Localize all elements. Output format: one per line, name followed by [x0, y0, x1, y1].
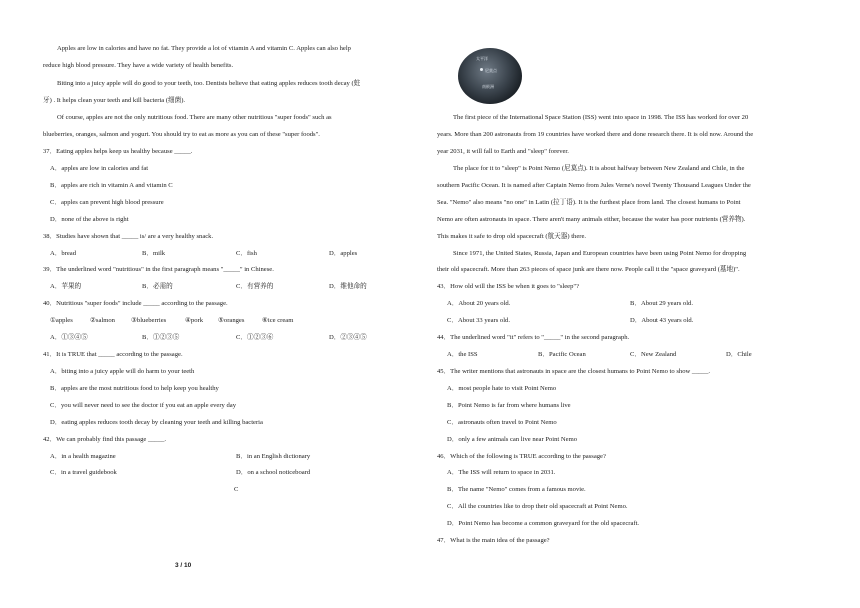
- passage-c-paragraph-3-line-2: their old spacecraft. More than 263 pieces of space junk are there now. People call it the "space graveyard (墓地)".: [437, 266, 740, 273]
- question-41-stem: 41．It is TRUE that _____ according to the passage.: [43, 351, 183, 358]
- question-41-option-d: D．eating apples reduces tooth decay by cleaning your teeth and killing bacteria: [50, 419, 263, 426]
- passage-c-paragraph-2-line-5: This makes it safe to drop old spacecraft (航天器) there.: [437, 233, 587, 240]
- question-42-option-d: D．on a school noticeboard: [236, 469, 311, 476]
- globe-label-antarctica: 南极洲: [482, 84, 494, 89]
- point-nemo-marker-icon: [480, 68, 483, 71]
- question-43-option-b: B．About 29 years old.: [630, 300, 694, 307]
- question-40-item-1: ①apples: [50, 317, 73, 324]
- question-40-item-5: ⑤oranges: [218, 317, 245, 324]
- question-40-option-b: B．①②③⑤: [142, 334, 180, 341]
- question-40-option-a: A．①③④⑤: [50, 334, 88, 341]
- question-38-option-b: B．milk: [142, 250, 166, 257]
- question-39-stem: 39．The underlined word "nutritious" in the first paragraph means "_____" in Chinese.: [43, 266, 274, 273]
- passage-c-paragraph-1-line-3: year 2031, it will fall to Earth and "sleep" forever.: [437, 148, 569, 155]
- page-number: 3 / 10: [175, 562, 192, 569]
- passage-c-paragraph-2-line-1: The place for it to "sleep" is Point Nemo (尼莫点). It is about halfway between New Zealand and Chile, in the: [453, 165, 745, 172]
- question-37-stem: 37．Eating apples helps keep us healthy because _____.: [43, 148, 193, 155]
- question-38-option-d: D．apples: [329, 250, 358, 257]
- question-39-option-b: B．必需的: [142, 283, 173, 290]
- question-39-option-d: D．维他命的: [329, 283, 367, 290]
- passage-b-paragraph-3-line-2: blueberries, oranges, salmon and yogurt. You should try to eat as more as you can of these "super foods".: [43, 131, 320, 138]
- question-38-stem: 38．Studies have shown that _____ is/ are a very healthy snack.: [43, 233, 214, 240]
- globe-label-point-nemo: 尼莫点: [485, 68, 497, 73]
- passage-c-paragraph-1-line-1: The first piece of the International Space Station (ISS) went into space in 1998. The ISS has worked for over 20: [453, 114, 749, 121]
- passage-b-paragraph-3-line-1: Of course, apples are not the only nutritious food. There are many other nutritious "super foods" such as: [57, 114, 332, 121]
- question-41-option-c: C．you will never need to see the doctor if you eat an apple every day: [50, 402, 237, 409]
- globe-label-pacific: 太平洋: [476, 56, 488, 61]
- question-38-option-a: A．bread: [50, 250, 76, 257]
- question-46-stem: 46．Which of the following is TRUE according to the passage?: [437, 453, 606, 460]
- question-40-item-3: ③blueberries: [131, 317, 167, 324]
- question-42-option-a: A．in a health magazine: [50, 453, 116, 460]
- question-40-option-c: C．①②③⑥: [236, 334, 274, 341]
- question-46-option-b: B．The name "Nemo" comes from a famous movie.: [447, 486, 586, 493]
- question-43-stem: 43．How old will the ISS be when it goes to "sleep"?: [437, 283, 580, 290]
- question-40-item-4: ④pork: [185, 317, 203, 324]
- question-45-option-a: A．most people hate to visit Point Nemo: [447, 385, 557, 392]
- passage-c-paragraph-2-line-3: Sea. "Nemo" also means "no one" in Latin (拉丁语). It is the furthest place from land. The closest humans to Point: [437, 199, 741, 206]
- question-41-option-b: B．apples are the most nutritious food to help keep you healthy: [50, 385, 219, 392]
- question-41-option-a: A．biting into a juicy apple will do harm to your teeth: [50, 368, 195, 375]
- question-43-option-d: D．About 43 years old.: [630, 317, 694, 324]
- question-37-option-c: C．apples can prevent high blood pressure: [50, 199, 164, 206]
- question-45-option-d: D．only a few animals can live near Point Nemo: [447, 436, 578, 443]
- passage-b-paragraph-2-line-2: 牙) . It helps clean your teeth and kill bacteria (细菌).: [43, 97, 186, 104]
- question-46-option-a: A．The ISS will return to space in 2031.: [447, 469, 556, 476]
- question-39-option-c: C．有营养的: [236, 283, 274, 290]
- question-45-option-b: B．Point Nemo is far from where humans live: [447, 402, 571, 409]
- passage-c-paragraph-2-line-2: southern Pacific Ocean. It is named after Captain Nemo from Jules Verne's novel Twenty Thousand Leagues Under the: [437, 182, 751, 189]
- passage-c-paragraph-3-line-1: Since 1971, the United States, Russia, Japan and European countries have been using Point Nemo for dropping: [453, 250, 747, 257]
- question-43-option-a: A．About 20 years old.: [447, 300, 511, 307]
- question-46-option-c: C．All the countries like to drop their old spacecraft at Point Nemo.: [447, 503, 628, 510]
- question-42-option-c: C．in a travel guidebook: [50, 469, 117, 476]
- question-45-stem: 45．The writer mentions that astronauts in space are the closest humans to Point Nemo to show _____.: [437, 368, 711, 375]
- question-44-stem: 44．The underlined word "it" refers to "_____" in the second paragraph.: [437, 334, 630, 341]
- question-38-option-c: C．fish: [236, 250, 257, 257]
- question-42-stem: 42．We can probably find this passage _____.: [43, 436, 167, 443]
- question-45-option-c: C．astronauts often travel to Point Nemo: [447, 419, 557, 426]
- question-44-option-c: C．New Zealand: [630, 351, 677, 358]
- question-40-option-d: D．②③④⑤: [329, 334, 367, 341]
- passage-c-paragraph-1-line-2: years. More than 200 astronauts from 19 countries have worked there and done research there. It is old now. Around the: [437, 131, 754, 138]
- question-46-option-d: D．Point Nemo has become a common graveyard for the old spacecraft.: [447, 520, 640, 527]
- question-40-item-6: ⑥ice cream: [262, 317, 294, 324]
- question-37-option-a: A．apples are low in calories and fat: [50, 165, 149, 172]
- passage-b-paragraph-1-line-2: reduce high blood pressure. They have a wide variety of health benefits.: [43, 62, 234, 69]
- point-nemo-globe-image: [458, 48, 522, 104]
- question-37-option-d: D．none of the above is right: [50, 216, 129, 223]
- question-44-option-a: A．the ISS: [447, 351, 478, 358]
- question-39-option-a: A．苹果的: [50, 283, 82, 290]
- section-letter: C: [234, 486, 239, 493]
- question-37-option-b: B．apples are rich in vitamin A and vitamin C: [50, 182, 173, 189]
- question-43-option-c: C．About 33 years old.: [447, 317, 511, 324]
- question-42-option-b: B．in an English dictionary: [236, 453, 311, 460]
- question-47-stem: 47．What is the main idea of the passage?: [437, 537, 550, 544]
- question-44-option-d: D．Chile: [726, 351, 752, 358]
- question-44-option-b: B．Pacific Ocean: [538, 351, 586, 358]
- passage-b-paragraph-2-line-1: Biting into a juicy apple will do good to your teeth, too. Dentists believe that eating apples reduces tooth decay (蛀: [57, 80, 361, 87]
- question-40-stem: 40．Nutritious "super foods" include _____ according to the passage.: [43, 300, 228, 307]
- passage-c-paragraph-2-line-4: Nemo are often astronauts in space. There aren't many animals either, because the water has poor nutrients (营养物).: [437, 216, 746, 223]
- passage-b-paragraph-1-line-1: Apples are low in calories and have no fat. They provide a lot of vitamin A and vitamin C. Apples can also help: [57, 45, 351, 52]
- question-40-item-2: ②salmon: [90, 317, 115, 324]
